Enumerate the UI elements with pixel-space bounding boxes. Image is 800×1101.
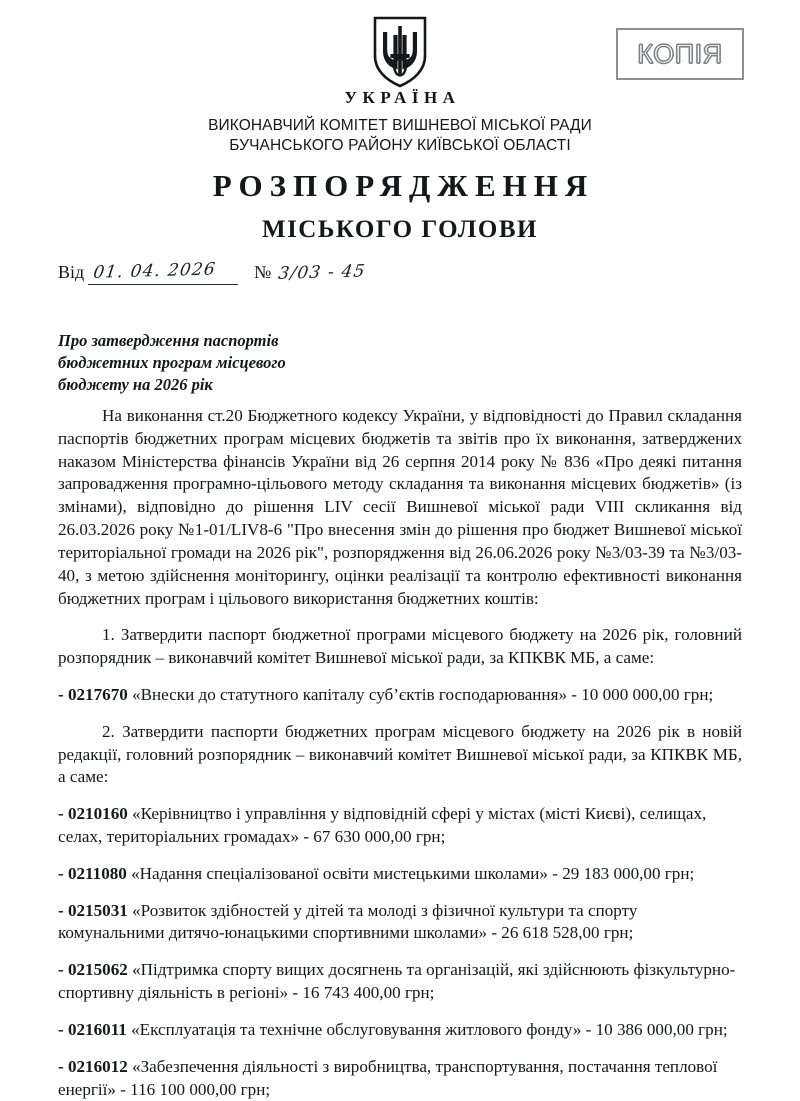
subject-line-2: бюджетних програм місцевого <box>58 352 286 372</box>
clause-1-paragraph: 1. Затвердити паспорт бюджетної програми місцевого бюджету на 2026 рік, головний розпорядник – виконавчий комітет Вишневої міської ради, за КПКВК МБ, а саме: <box>58 625 742 668</box>
program-code: - 0217670 <box>58 684 128 704</box>
organization-line-2: БУЧАНСЬКОГО РАЙОНУ КИЇВСЬКОЇ ОБЛАСТІ <box>229 136 571 154</box>
program-code: - 0216011 <box>58 1019 127 1039</box>
preamble-paragraph: На виконання ст.20 Бюджетного кодексу України, у відповідності до Правил складання паспортів бюджетних програм місцевих бюджетів та звітів про їх виконання, затверджених наказом Міністерства фінансів України від 26 серпня 2014 року № 836 «Про деякі питання запровадження програмно-цільового методу складання та виконання місцевих бюджетів» (із змінами), відповідно до рішення LIV сесії Вишневої міської ради VIII скликання від 26.03.2026 року №1-01/LIV8-6 "Про внесення змін до рішення про бюджет Вишневої міської територіальної громади на 2026 рік", розпорядження від 26.06.2026 року №3/03-39 та №3/03-40, з метою здійснення моніторингу, оцінки реалізації та контролю ефективності виконання бюджетних програм і цільового використання бюджетних коштів: <box>58 406 742 608</box>
program-item <box>58 1019 742 1042</box>
program-item <box>58 803 742 849</box>
program-item <box>58 684 742 707</box>
number-field <box>273 263 369 285</box>
program-item <box>58 900 742 946</box>
date-value-handwritten: 01. 04. 2026 <box>92 259 218 283</box>
subject-line-3: бюджету на 2026 рік <box>58 374 213 394</box>
copy-stamp-label: КОПІЯ <box>637 38 723 69</box>
number-label: № <box>254 262 272 282</box>
program-description: «Надання спеціалізованої освіти мистецькими школами» - 29 183 000,00 грн; <box>126 863 695 883</box>
program-item <box>58 959 742 1005</box>
clause-2-paragraph: 2. Затвердити паспорти бюджетних програм місцевого бюджету на 2026 рік в новій редакції, головний розпорядник – виконавчий комітет Вишневої міської ради, за КПКВК МБ, а саме: <box>58 721 742 787</box>
coat-of-arms-container <box>0 16 800 93</box>
document-subject <box>58 330 388 395</box>
program-description: «Забезпечення діяльності з виробництва, транспортування, постачання теплової енергії» - 116 100 000,00 грн; <box>58 1056 718 1099</box>
program-description: «Внески до статутного капіталу суб’єктів господарювання» - 10 000 000,00 грн; <box>127 684 714 704</box>
date-field <box>88 259 238 285</box>
program-code: - 0211080 <box>58 863 127 883</box>
country-name: УКРАЇНА <box>344 88 461 107</box>
program-description: «Підтримка спорту вищих досягнень та організацій, які здійснюють фізкультурно-спортивну діяльність в регіоні» - 16 743 400,00 грн; <box>58 960 736 1003</box>
date-label: Від <box>58 262 85 282</box>
program-code: - 0215031 <box>58 900 128 920</box>
program-code: - 0215062 <box>58 960 128 980</box>
document-type-subtitle: МІСЬКОГО ГОЛОВИ <box>261 216 538 243</box>
subject-line-1: Про затвердження паспортів <box>58 331 279 350</box>
program-description: «Розвиток здібностей у дітей та молоді з фізичної культури та спорту комунальними дитячо-юнацькими спортивними школами» - 26 618 528,00 грн; <box>58 900 638 943</box>
document-meta-line <box>58 259 369 285</box>
program-item <box>58 863 742 886</box>
program-code: - 0216012 <box>58 1056 128 1076</box>
program-description: «Керівництво і управління у відповідній сфері у містах (місті Києві), селищах, селах, територіальних громадах» - 67 630 000,00 грн; <box>58 804 707 846</box>
program-description: «Експлуатація та технічне обслуговування житлового фонду» - 10 386 000,00 грн; <box>126 1019 728 1039</box>
number-value-handwritten: 3/03 - 45 <box>277 261 368 284</box>
document-body <box>58 405 742 1101</box>
document-header <box>0 88 800 156</box>
document-type-title: РОЗПОРЯДЖЕННЯ <box>212 168 595 203</box>
organization-line-1: ВИКОНАВЧИЙ КОМІТЕТ ВИШНЕВОЇ МІСЬКОЇ РАДИ <box>208 117 592 134</box>
program-code: - 0210160 <box>58 804 128 824</box>
ukrainian-trident-icon <box>372 16 428 88</box>
program-item <box>58 1056 742 1101</box>
document-title-block <box>0 168 800 244</box>
